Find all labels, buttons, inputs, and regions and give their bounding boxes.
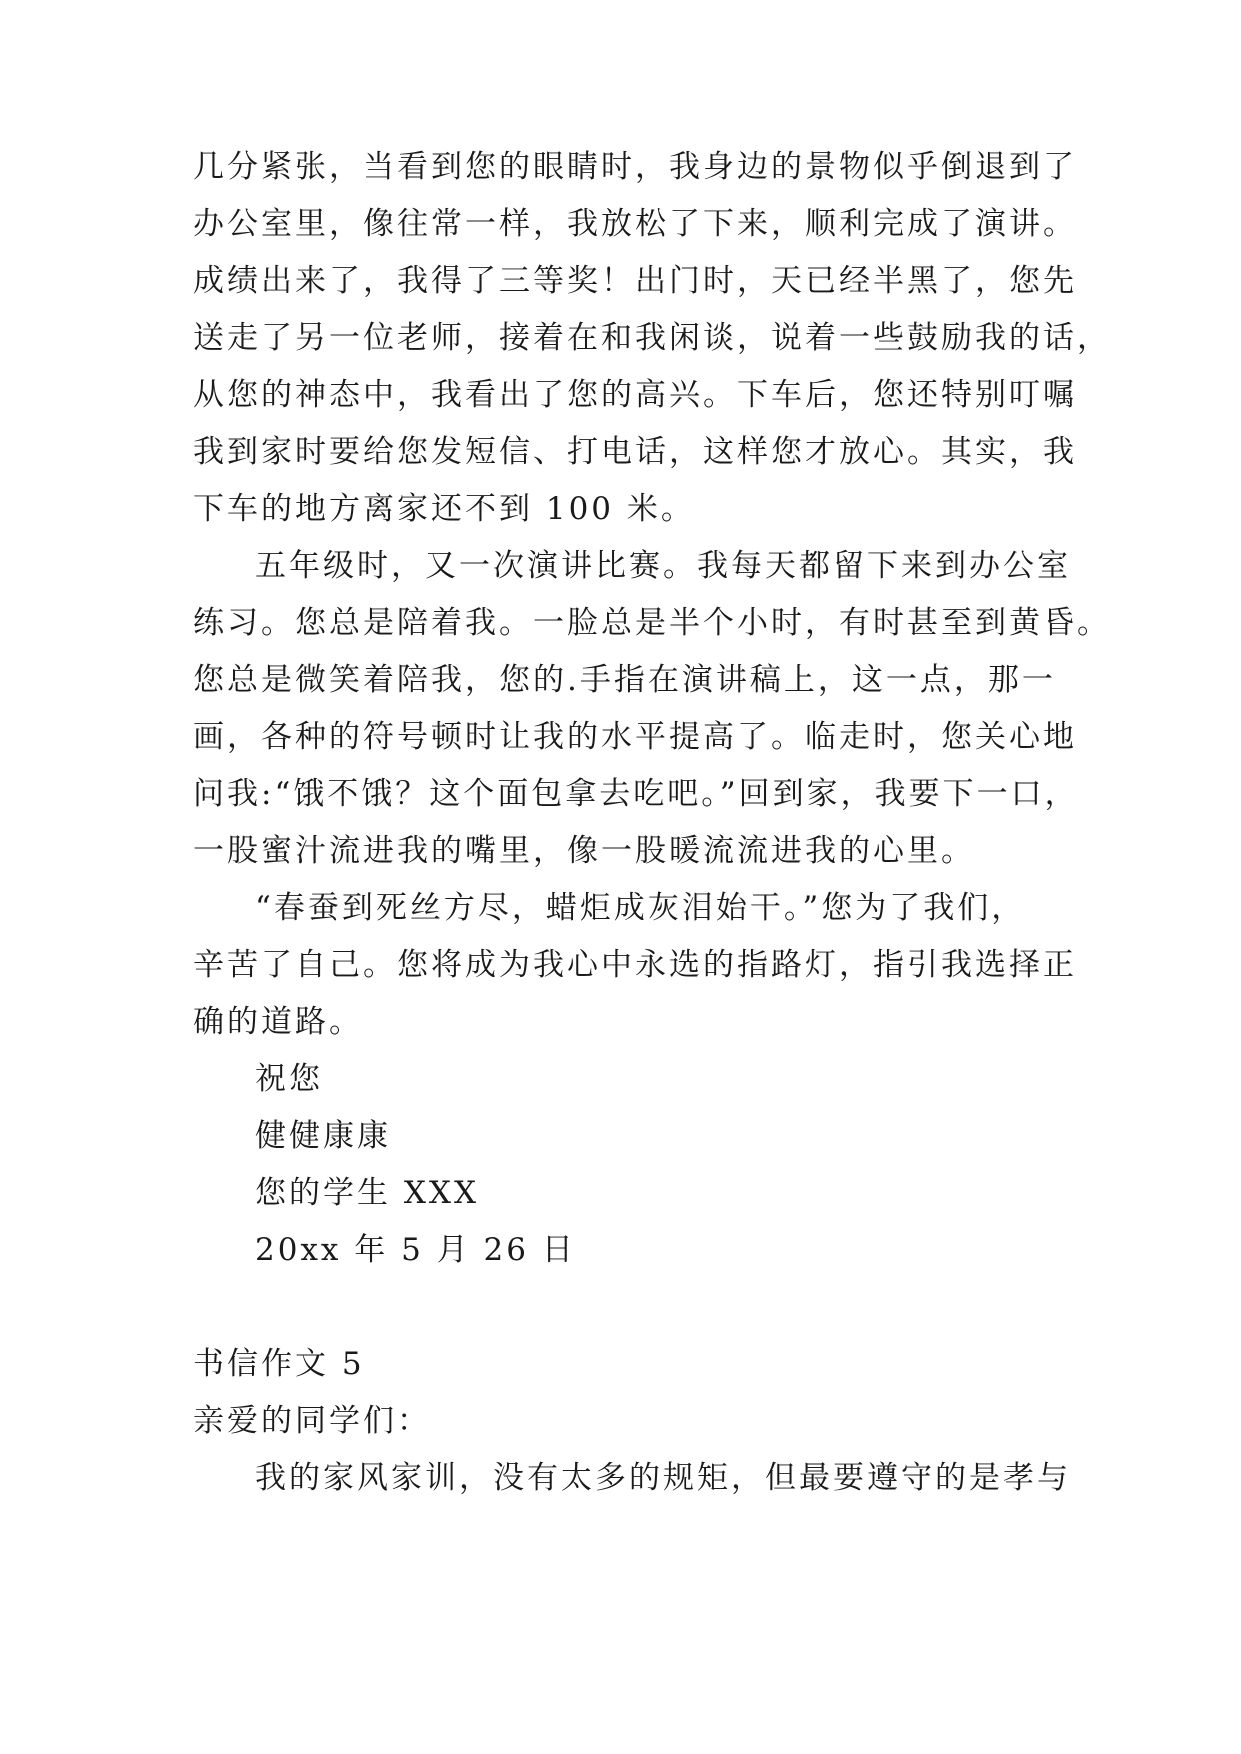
body-text-line: 画，各种的符号顿时让我的水平提高了。临走时，您关心地	[193, 719, 1077, 755]
body-text-line: 您总是微笑着陪我，您的.手指在演讲稿上，这一点，那一	[193, 662, 1056, 698]
body-text-line: 下车的地方离家还不到 100 米。	[193, 491, 695, 527]
body-text-line: 办公室里，像往常一样，我放松了下来，顺利完成了演讲。	[193, 206, 1077, 242]
body-text-line: 确的道路。	[193, 1004, 363, 1040]
letter-date: 20xx 年 5 月 26 日	[255, 1232, 576, 1268]
paragraph-start-line: 五年级时，又一次演讲比赛。我每天都留下来到办公室	[255, 548, 1071, 584]
body-text-line: 我到家时要给您发短信、打电话，这样您才放心。其实，我	[193, 434, 1077, 470]
section-title: 书信作文 5	[193, 1346, 365, 1382]
body-text-line: 练习。您总是陪着我。一脸总是半个小时，有时甚至到黄昏。	[193, 605, 1111, 641]
paragraph-start-line: “春蚕到死丝方尽，蜡炬成灰泪始干。”您为了我们，	[255, 890, 1026, 926]
closing-blessing: 健健康康	[255, 1118, 391, 1154]
body-text-line: 一股蜜汁流进我的嘴里，像一股暖流流进我的心里。	[193, 833, 975, 869]
body-text-line: 问我:“饿不饿？这个面包拿去吃吧。”回到家，我要下一口，	[193, 776, 1079, 812]
salutation: 亲爱的同学们：	[193, 1403, 431, 1439]
signature: 您的学生 XXX	[255, 1175, 480, 1211]
closing-wish: 祝您	[255, 1061, 323, 1097]
body-text-line: 辛苦了自己。您将成为我心中永选的指路灯，指引我选择正	[193, 947, 1077, 983]
body-text-line: 几分紧张，当看到您的眼睛时，我身边的景物似乎倒退到了	[193, 149, 1077, 185]
body-text-line: 成绩出来了，我得了三等奖！出门时，天已经半黑了，您先	[193, 263, 1077, 299]
paragraph-start-line: 我的家风家训，没有太多的规矩，但最要遵守的是孝与	[255, 1460, 1071, 1496]
body-text-line: 从您的神态中，我看出了您的高兴。下车后，您还特别叮嘱	[193, 377, 1077, 413]
body-text-line: 送走了另一位老师，接着在和我闲谈，说着一些鼓励我的话，	[193, 320, 1111, 356]
